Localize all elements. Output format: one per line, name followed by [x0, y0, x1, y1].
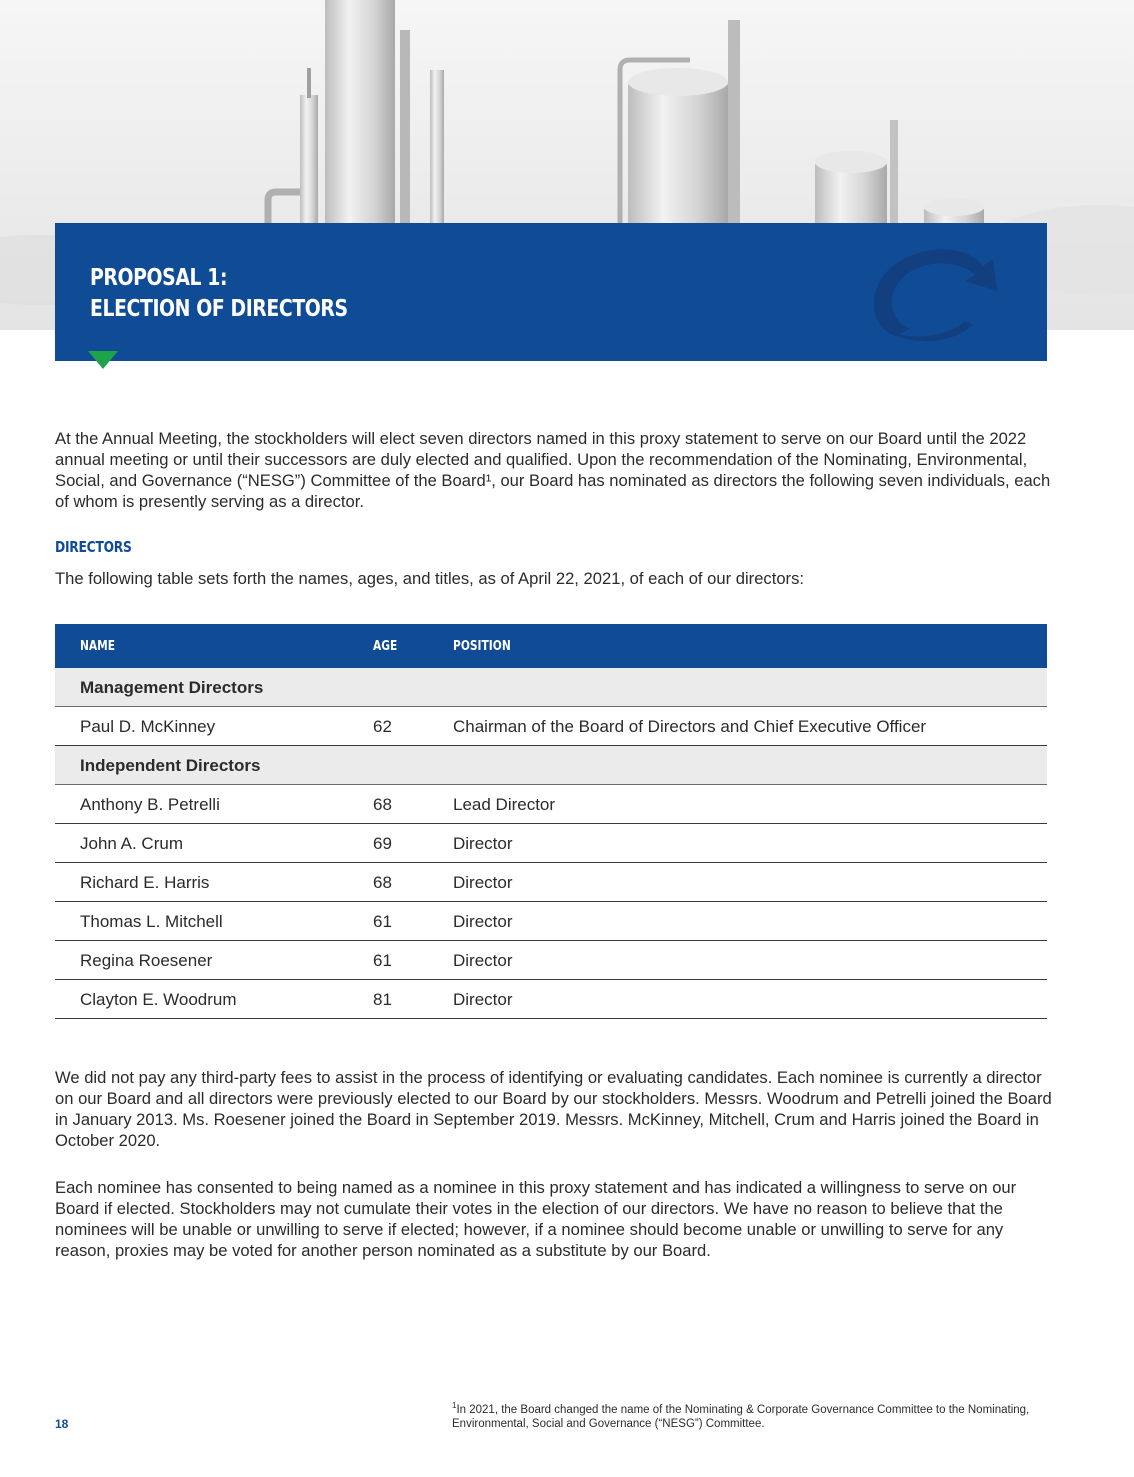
group-row-management: [55, 668, 1047, 707]
director-age: 62: [373, 717, 392, 736]
director-age: 68: [373, 795, 392, 814]
proposal-title-line1: PROPOSAL 1:: [90, 265, 228, 291]
group-label: Independent Directors: [80, 756, 261, 775]
director-age: 68: [373, 873, 392, 892]
director-age: 61: [373, 951, 392, 970]
intro-paragraph: At the Annual Meeting, the stockholders will elect seven directors named in this proxy statement to serve on our Board until the 2022 annual meeting or until their successors are duly elected and qualified. Upon the recommendation of the Nominating, Environmental, Social, and Governance (“NESG”) Committee of the Board¹, our Board has nominated as directors the following seven individuals, each of whom is presently serving as a director.: [55, 429, 1051, 511]
group-label: Management Directors: [80, 678, 264, 697]
footnote-marker: 1: [452, 1401, 457, 1410]
table-row: [55, 941, 1047, 980]
director-position: Director: [453, 990, 513, 1009]
director-age: 69: [373, 834, 392, 853]
section-heading-directors: DIRECTORS: [55, 538, 132, 556]
director-position: Director: [453, 912, 513, 931]
director-name: Clayton E. Woodrum: [80, 990, 237, 1009]
director-position: Director: [453, 834, 513, 853]
table-row: [55, 707, 1047, 746]
proposal-title-line2: ELECTION OF DIRECTORS: [90, 296, 348, 322]
director-name: John A. Crum: [80, 834, 183, 853]
directors-table: [55, 624, 1047, 1019]
director-position: Lead Director: [453, 795, 556, 814]
director-name: Regina Roesener: [80, 951, 213, 970]
circular-arrow-logo-icon: [865, 241, 1005, 351]
column-header-age: AGE: [373, 639, 398, 654]
table-intro-text: The following table sets forth the names, ages, and titles, as of April 22, 2021, of each of our directors:: [55, 569, 804, 588]
group-row-independent: [55, 746, 1047, 785]
footnote: [452, 1399, 1052, 1431]
director-name: Thomas L. Mitchell: [80, 912, 223, 931]
paragraph-fees: We did not pay any third-party fees to assist in the process of identifying or evaluating candidates. Each nominee is currently a director on our Board and all directors were previously elected to our Board by our stockholders. Messrs. Woodrum and Petrelli joined the Board in January 2013. Ms. Roesener joined the Board in September 2019. Messrs. McKinney, Mitchell, Crum and Harris joined the Board in October 2020.: [55, 1068, 1052, 1150]
green-down-arrow-icon: [88, 351, 118, 369]
footnote-text: In 2021, the Board changed the name of the Nominating & Corporate Governance Committee to the Nominating, Environmental, Social and Governance (“NESG”) Committee.: [452, 1403, 1030, 1430]
column-header-name: NAME: [80, 639, 116, 654]
director-age: 81: [373, 990, 392, 1009]
proposal-banner: [55, 223, 1047, 361]
director-name: Anthony B. Petrelli: [80, 795, 220, 814]
proposal-title: [90, 263, 348, 325]
table-row: [55, 980, 1047, 1019]
table-row: [55, 902, 1047, 941]
paragraph-consent: Each nominee has consented to being named as a nominee in this proxy statement and has indicated a willingness to serve on our Board if elected. Stockholders may not cumulate their votes in the election of our directors. We have no reason to believe that the nominees will be unable or unwilling to serve if elected; however, if a nominee should become unable or unwilling to serve for any reason, proxies may be voted for another person nominated as a substitute by our Board.: [55, 1178, 1017, 1260]
table-row: [55, 863, 1047, 902]
table-header-row: [55, 624, 1047, 668]
director-position: Director: [453, 951, 513, 970]
director-position: Director: [453, 873, 513, 892]
column-header-position: POSITION: [453, 639, 511, 654]
page-number: 18: [55, 1417, 69, 1431]
director-name: Paul D. McKinney: [80, 717, 216, 736]
director-age: 61: [373, 912, 392, 931]
table-row: [55, 785, 1047, 824]
director-position: Chairman of the Board of Directors and Chief Executive Officer: [453, 717, 927, 736]
director-name: Richard E. Harris: [80, 873, 210, 892]
table-row: [55, 824, 1047, 863]
